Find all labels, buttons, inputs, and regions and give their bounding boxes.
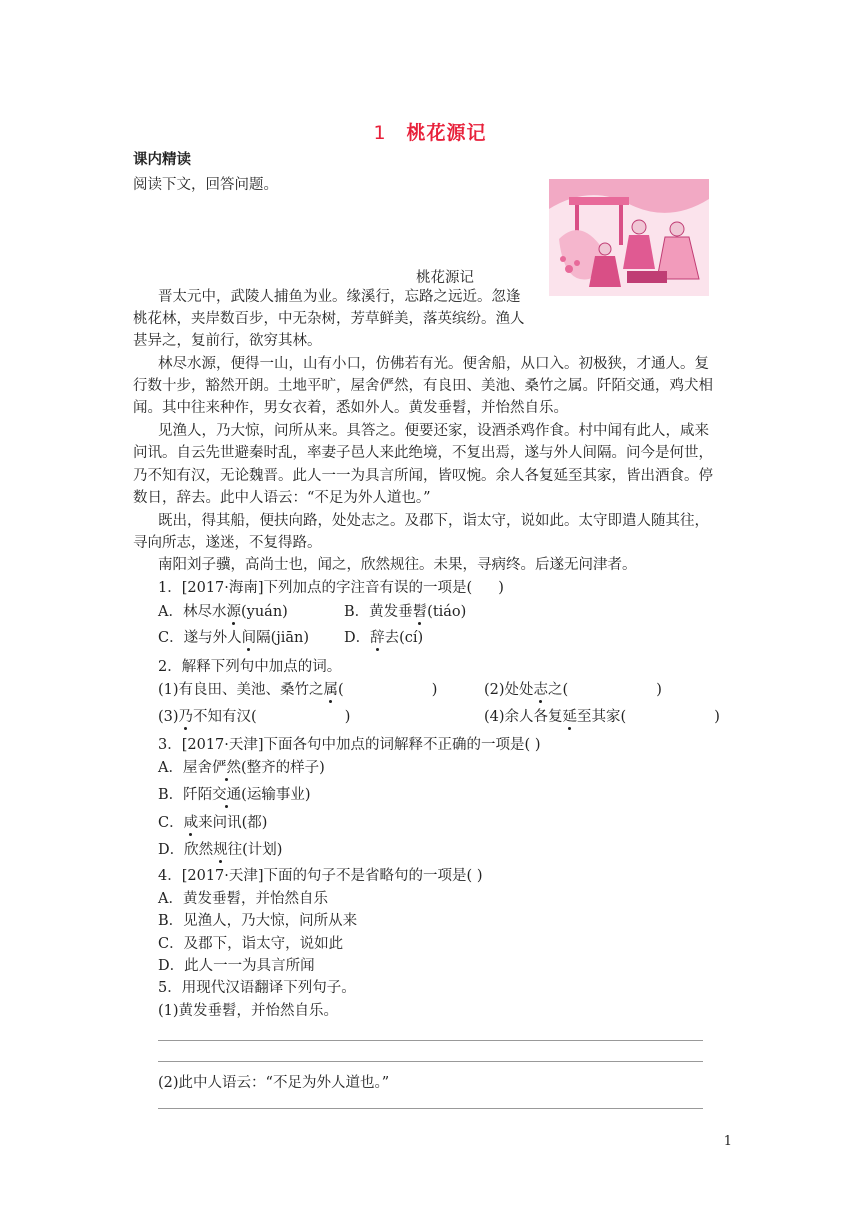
- q4-option-a: A．黄发垂髫，并怡然自乐: [158, 891, 328, 907]
- q4-option-d: D．此人一一为具言所闻: [158, 958, 315, 974]
- passage-title: 桃花源记: [416, 270, 474, 286]
- q3-option-a: A．屋舍俨然(整齐的样子): [158, 760, 325, 776]
- question-5-stem: 5．用现代汉语翻译下列句子。: [158, 980, 356, 996]
- q1-option-a: A．林尽水源(yuán): [158, 604, 288, 620]
- passage-line: 问讯。自云先世避秦时乱，率妻子邑人来此绝境，不复出焉，遂与外人间隔。问今是何世，: [133, 445, 713, 461]
- instruction: 阅读下文，回答问题。: [133, 177, 278, 193]
- passage-line: 乃不知有汉，无论魏晋。此人一一为具言所闻，皆叹惋。余人各复延至其家，皆出酒食。停: [133, 468, 713, 484]
- illustration-image: [549, 179, 709, 296]
- q4-option-b: B．见渔人，乃大惊，问所从来: [158, 913, 358, 929]
- passage-line: 数日，辞去。此中人语云：“不足为外人道也。”: [133, 490, 431, 506]
- q3-option-b: B．阡陌交通(运输事业): [158, 787, 311, 803]
- q5-sentence-2: (2)此中人语云：“不足为外人道也。”: [158, 1075, 390, 1091]
- page-number: 1: [723, 1134, 732, 1149]
- passage-line: 闻。其中往来种作，男女衣着，悉如外人。黄发垂髫，并怡然自乐。: [133, 400, 568, 416]
- passage-line: 行数十步，豁然开朗。土地平旷，屋舍俨然，有良田、美池、桑竹之属。阡陌交通，鸡犬相: [133, 378, 713, 394]
- passage-line: 桃花林，夹岸数百步，中无杂树，芳草鲜美，落英缤纷。渔人: [133, 311, 525, 327]
- passage-line: 既出，得其船，便扶向路，处处志之。及郡下，诣太守，说如此。太守即遣人随其往，: [158, 513, 709, 529]
- q2-item-3: (3)乃不知有汉( ): [158, 709, 351, 725]
- question-2-stem: 2．解释下列句中加点的词。: [158, 659, 342, 675]
- lesson-number: 1: [373, 122, 387, 144]
- passage-line: 晋太元中，武陵人捕鱼为业。缘溪行，忘路之远近。忽逢: [158, 289, 521, 305]
- question-4-stem: 4．[2017·天津]下面的句子不是省略句的一项是( ): [158, 868, 483, 884]
- q2-item-4: (4)余人各复延至其家( ): [484, 709, 720, 725]
- q2-item-2: (2)处处志之( ): [484, 682, 662, 698]
- passage-line: 林尽水源，便得一山，山有小口，仿佛若有光。便舍船，从口入。初极狭，才通人。复: [158, 356, 709, 372]
- q2-item-1: (1)有良田、美池、桑竹之属( ): [158, 682, 438, 698]
- answer-line[interactable]: [158, 1061, 703, 1062]
- passage-line: 寻向所志，遂迷，不复得路。: [133, 535, 322, 551]
- passage-line: 见渔人，乃大惊，问所从来。具答之。便要还家，设酒杀鸡作食。村中闻有此人，咸来: [158, 423, 709, 439]
- q1-option-b: B．黄发垂髫(tiáo): [344, 604, 467, 620]
- q4-option-c: C．及郡下，诣太守，说如此: [158, 936, 344, 952]
- q3-option-c: C．咸来问讯(都): [158, 815, 268, 831]
- q5-sentence-1: (1)黄发垂髫，并怡然自乐。: [158, 1003, 339, 1019]
- question-1-stem: 1．[2017·海南]下列加点的字注音有误的一项是( ): [158, 580, 504, 596]
- answer-line[interactable]: [158, 1040, 703, 1041]
- q3-option-d: D．欣然规往(计划): [158, 842, 283, 858]
- q1-option-c: C．遂与外人间隔(jiān): [158, 630, 310, 646]
- lesson-title: [0, 118, 860, 145]
- lesson-title-text: 桃花源记: [406, 122, 487, 144]
- passage-line: 南阳刘子骥，高尚士也，闻之，欣然规往。未果，寻病终。后遂无问津者。: [158, 557, 637, 573]
- section-heading: 课内精读: [133, 152, 191, 168]
- q1-option-d: D．辞去(cí): [344, 630, 424, 646]
- answer-line[interactable]: [158, 1108, 703, 1109]
- passage-line: 甚异之，复前行，欲穷其林。: [133, 333, 322, 349]
- question-3-stem: 3．[2017·天津]下面各句中加点的词解释不正确的一项是( ): [158, 737, 541, 753]
